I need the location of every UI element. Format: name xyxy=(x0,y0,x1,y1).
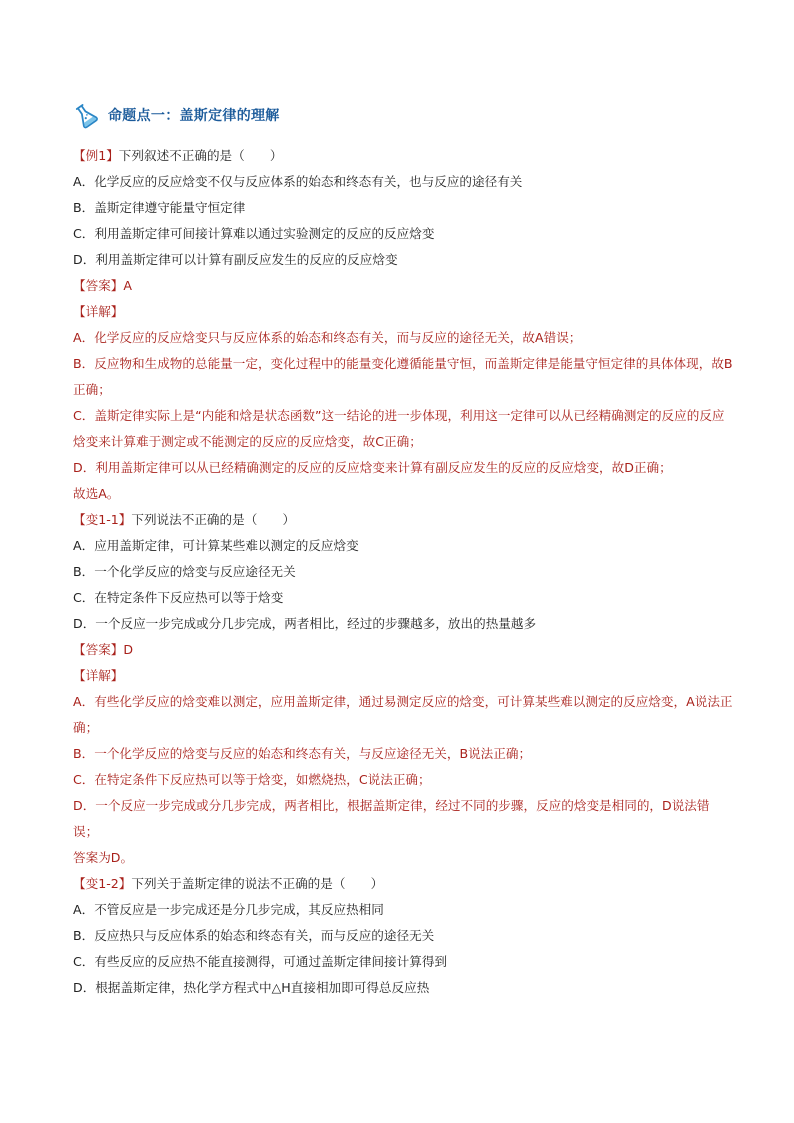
conclusion: 故选A。 xyxy=(73,486,120,501)
detail-label: 【详解】 xyxy=(73,304,124,319)
question-stem xyxy=(73,143,733,169)
question-stem xyxy=(73,507,733,533)
question-text: 下列说法不正确的是（ ） xyxy=(131,512,296,527)
option-b: B．一个化学反应的焓变与反应途径无关 xyxy=(73,564,296,579)
flask-icon xyxy=(72,101,100,129)
answer-value: A xyxy=(123,278,132,293)
option-b: B．盖斯定律遵守能量守恒定律 xyxy=(73,200,246,215)
answer-value: D xyxy=(123,642,134,657)
option-b: B．反应热只与反应体系的始态和终态有关，而与反应的途径无关 xyxy=(73,928,435,943)
detail-b: B．一个化学反应的焓变与反应的始态和终态有关，与反应途径无关，B说法正确； xyxy=(73,746,532,761)
option-c: C．利用盖斯定律可间接计算难以通过实验测定的反应的反应焓变 xyxy=(73,226,435,241)
option-a: A．化学反应的反应焓变不仅与反应体系的始态和终态有关，也与反应的途径有关 xyxy=(73,174,523,189)
detail-d: D．一个反应一步完成或分几步完成，两者相比，根据盖斯定律，经过不同的步骤，反应的焓变是相同的，D说法错误； xyxy=(73,798,710,839)
detail-b: B．反应物和生成物的总能量一定，变化过程中的能量变化遵循能量守恒，而盖斯定律是能量守恒定律的具体体现，故B正确； xyxy=(73,356,733,397)
conclusion: 答案为D。 xyxy=(73,850,134,865)
question-tag: 【例1】 xyxy=(73,148,119,163)
question-text: 下列叙述不正确的是（ ） xyxy=(118,148,283,163)
option-c: C．有些反应的反应热不能直接测得，可通过盖斯定律间接计算得到 xyxy=(73,954,448,969)
answer-label: 【答案】 xyxy=(73,642,124,657)
detail-a: A．化学反应的反应焓变只与反应体系的始态和终态有关，而与反应的途径无关，故A错误； xyxy=(73,330,582,345)
option-a: A．不管反应是一步完成还是分几步完成，其反应热相同 xyxy=(73,902,384,917)
question-stem xyxy=(73,871,733,897)
question-tag: 【变1-2】 xyxy=(73,876,132,891)
section-heading xyxy=(72,100,280,130)
answer-line xyxy=(73,273,733,299)
option-d: D．利用盖斯定律可以计算有副反应发生的反应的反应焓变 xyxy=(73,252,398,267)
detail-label: 【详解】 xyxy=(73,668,124,683)
section-title: 命题点一：盖斯定律的理解 xyxy=(108,108,280,124)
detail-a: A．有些化学反应的焓变难以测定，应用盖斯定律，通过易测定反应的焓变，可计算某些难以测定的反应焓变，A说法正确； xyxy=(73,694,733,735)
detail-c: C．盖斯定律实际上是“内能和焓是状态函数”这一结论的进一步体现，利用这一定律可以从已经精确测定的反应的反应焓变来计算难于测定或不能测定的反应的反应焓变，故C正确； xyxy=(73,408,725,449)
question-tag: 【变1-1】 xyxy=(73,512,132,527)
option-d: D．根据盖斯定律，热化学方程式中△H直接相加即可得总反应热 xyxy=(73,980,430,995)
answer-line xyxy=(73,637,733,663)
detail-c: C．在特定条件下反应热可以等于焓变，如燃烧热，C说法正确； xyxy=(73,772,431,787)
option-c: C．在特定条件下反应热可以等于焓变 xyxy=(73,590,284,605)
detail-d: D．利用盖斯定律可以从已经精确测定的反应的反应焓变来计算有副反应发生的反应的反应焓变，故D正确； xyxy=(73,460,672,475)
answer-label: 【答案】 xyxy=(73,278,124,293)
content-body xyxy=(73,143,733,1001)
option-a: A．应用盖斯定律，可计算某些难以测定的反应焓变 xyxy=(73,538,359,553)
option-d: D．一个反应一步完成或分几步完成，两者相比，经过的步骤越多，放出的热量越多 xyxy=(73,616,537,631)
question-text: 下列关于盖斯定律的说法不正确的是（ ） xyxy=(131,876,384,891)
